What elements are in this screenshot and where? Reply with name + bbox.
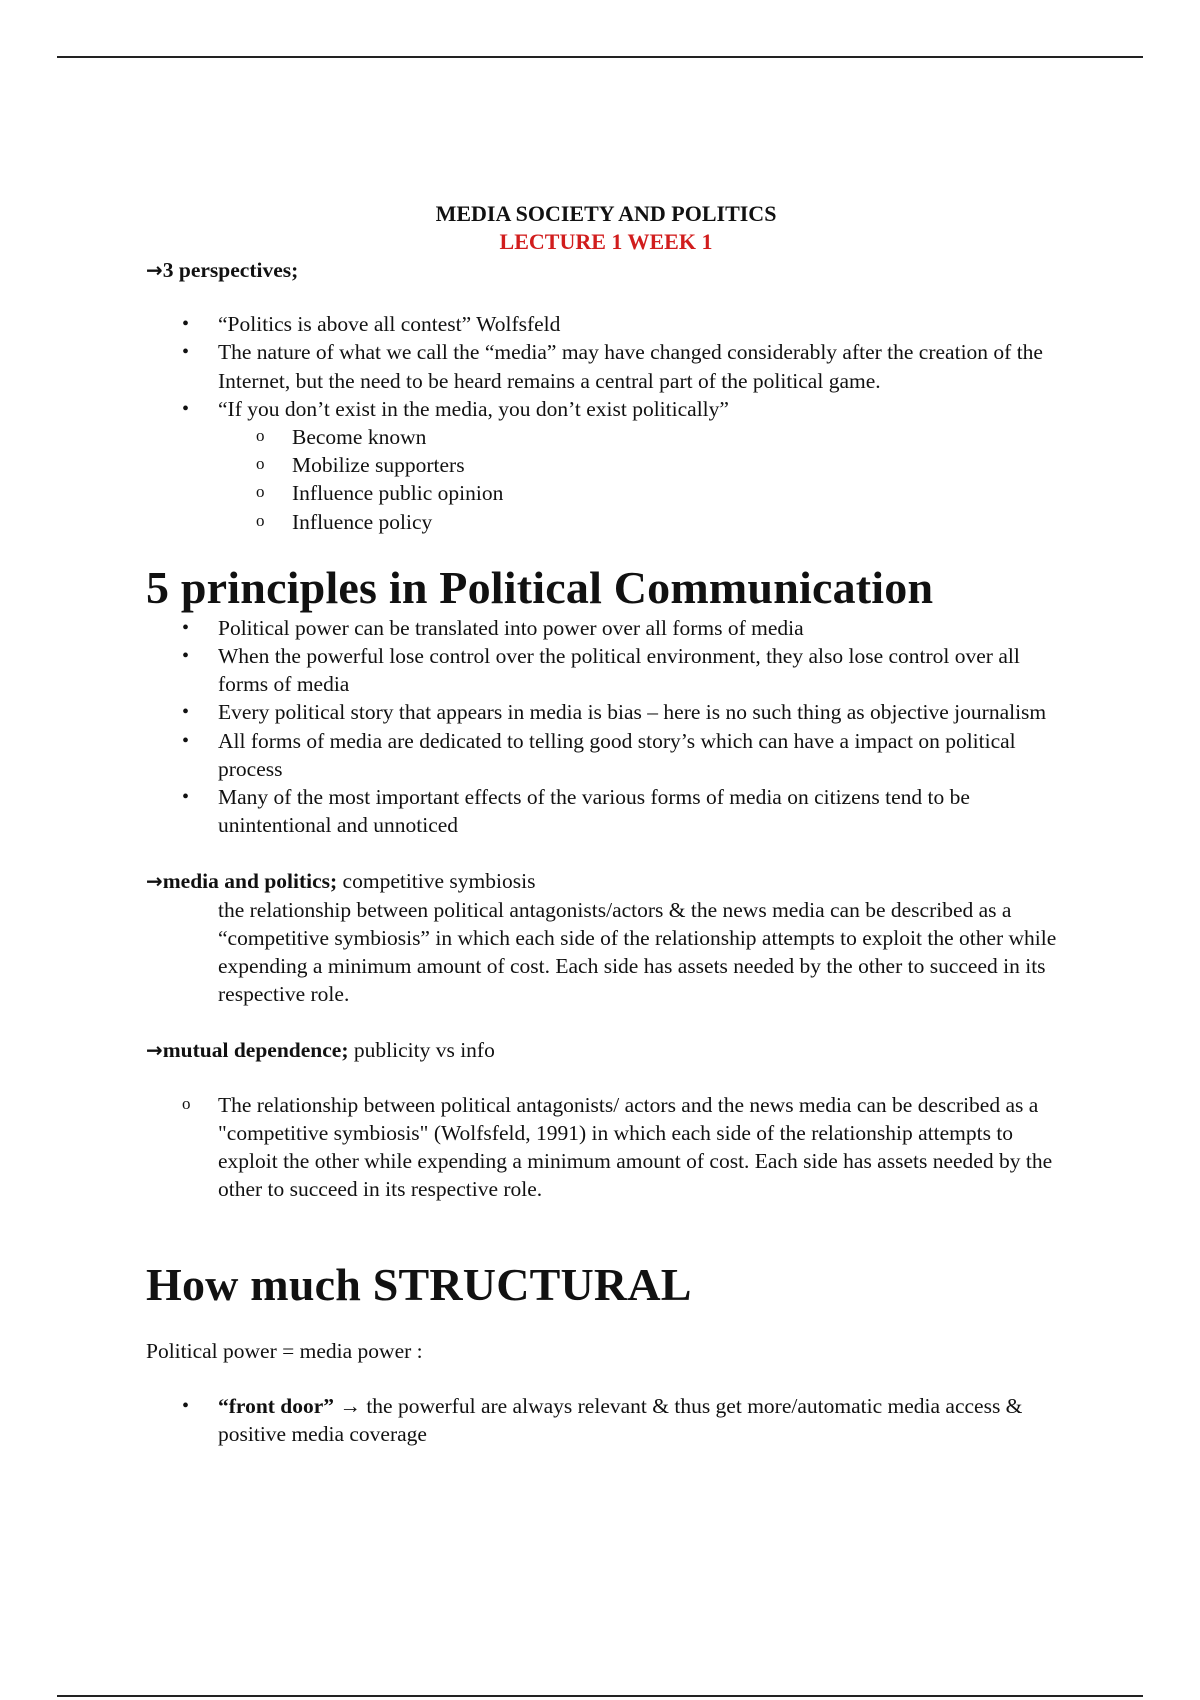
structural-line: Political power = media power : xyxy=(146,1339,423,1364)
sublist-item: o Mobilize supporters xyxy=(146,451,1066,479)
media-politics-paragraph: the relationship between political antagonists/actors & the news media can be described as a “competitive symbiosis” in which each side of the relationship attempts to exploit the other while expending a minimum amount of cost. Each side has assets needed by the other to succeed in its respective role. xyxy=(218,897,1057,1007)
mutual-dependence-heading: →mutual dependence; publicity vs info xyxy=(146,1038,495,1063)
list-item: • “If you don’t exist in the media, you don’t exist politically” xyxy=(146,395,1066,423)
bottom-rule xyxy=(57,1695,1143,1697)
list-item: • All forms of media are dedicated to telling good story’s which can have a impact on political process xyxy=(146,727,1066,783)
right-arrow-icon: → xyxy=(146,258,163,282)
perspectives-sublist xyxy=(146,423,1066,536)
list-item: • “Politics is above all contest” Wolfsfeld xyxy=(146,310,1066,338)
sublist-item: o Influence public opinion xyxy=(146,479,1066,507)
media-politics-heading: →media and politics; competitive symbiosis xyxy=(146,869,536,894)
principles-heading: 5 principles in Political Communication xyxy=(146,561,934,613)
list-item: • Political power can be translated into power over all forms of media xyxy=(146,614,1066,642)
document-page xyxy=(146,200,1066,1448)
right-arrow-icon: → xyxy=(146,869,163,894)
list-item: • Many of the most important effects of the various forms of media on citizens tend to be unintentional and unnoticed xyxy=(146,783,1066,839)
list-item: • When the powerful lose control over the political environment, they also lose control over all forms of media xyxy=(146,642,1066,698)
list-item: • “front door” → the powerful are always relevant & thus get more/automatic media access & positive media coverage xyxy=(146,1392,1066,1448)
principles-list xyxy=(146,614,1066,840)
sublist-item: o Influence policy xyxy=(146,508,1066,536)
sublist-item: o The relationship between political antagonists/ actors and the news media can be described as a "competitive symbiosis" (Wolfsfeld, 1991) in which each side of the relationship attempts to exploit the other while expending a minimum amount of cost. Each side has assets needed by the other to succeed in its respective role. xyxy=(146,1091,1066,1204)
perspectives-heading: →3 perspectives; xyxy=(146,258,299,282)
sublist-item: o Become known xyxy=(146,423,1066,451)
structural-heading: How much STRUCTURAL xyxy=(146,1259,692,1311)
document-subtitle: LECTURE 1 WEEK 1 xyxy=(499,229,713,254)
top-rule xyxy=(57,56,1143,58)
list-item: • The nature of what we call the “media” may have changed considerably after the creation of the Internet, but the need to be heard remains a central part of the political game. xyxy=(146,338,1066,394)
structural-list xyxy=(146,1392,1066,1448)
document-title: MEDIA SOCIETY AND POLITICS xyxy=(435,201,777,226)
perspectives-list xyxy=(146,310,1066,423)
list-item: • Every political story that appears in media is bias – here is no such thing as objective journalism xyxy=(146,698,1066,726)
right-arrow-icon: → xyxy=(146,1038,163,1063)
mutual-dependence-list xyxy=(146,1091,1066,1204)
